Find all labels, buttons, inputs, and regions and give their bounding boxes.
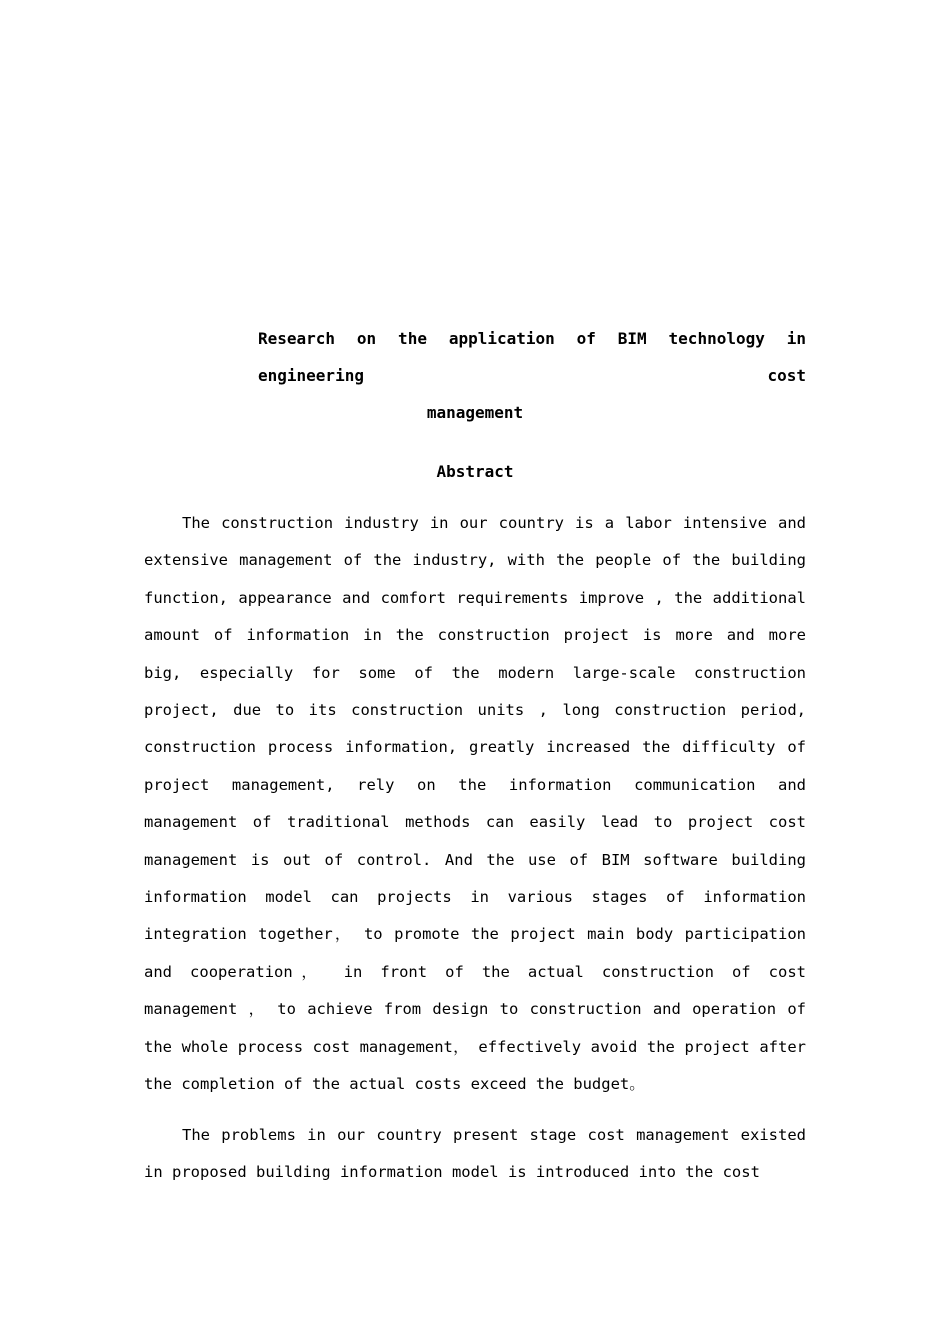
page-content xyxy=(144,320,806,1204)
title-line-1: Research on the application of BIM technology in engineering cost xyxy=(258,329,806,385)
abstract-paragraph-1: The construction industry in our country is a labor intensive and extensive management of the industry, with the people of the building function, appearance and comfort requirements improve , the additional amount of information in the construction project is more and more big, especially for some of the modern large-scale construction project, due to its construction units , long construction period, construction process information, greatly increased the difficulty of project management, rely on the information communication and management of traditional methods can easily lead to project cost management is out of control. And the use of BIM software building information model can projects in various stages of information integration together， to promote the project main body participation and cooperation， in front of the actual construction of cost management ， to achieve from design to construction and operation of the whole process cost management， effectively avoid the project after the completion of the actual costs exceed the budget。 xyxy=(144,514,806,1094)
title-line-2: management xyxy=(426,403,524,422)
abstract-heading: Abstract xyxy=(436,462,514,481)
abstract-paragraph-2: The problems in our country present stage cost management existed in proposed building information model is introduced into the cost xyxy=(144,1125,806,1181)
document-title xyxy=(144,320,806,431)
